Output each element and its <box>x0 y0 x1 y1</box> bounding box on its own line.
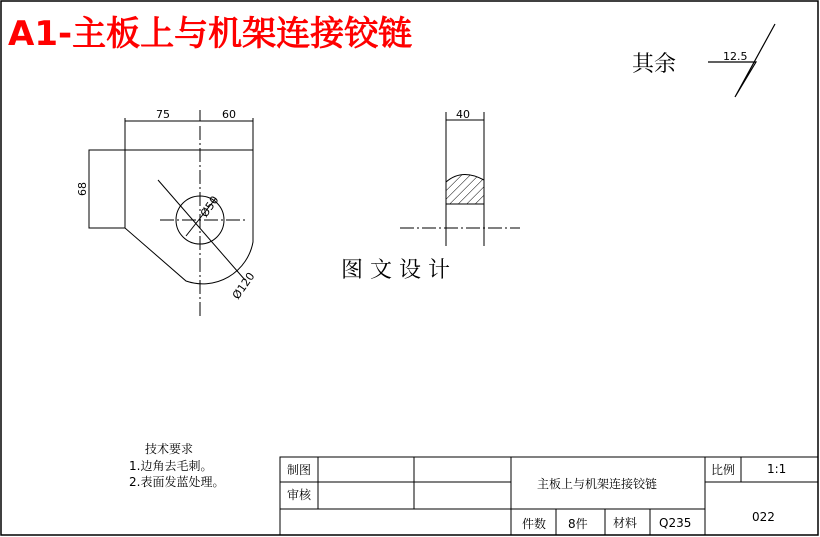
dim-width-left: 75 <box>156 108 170 121</box>
scale-value: 1:1 <box>767 462 787 476</box>
title-block <box>280 457 818 535</box>
dim-arc-diameter: Ø120 <box>229 269 258 302</box>
roughness-label: 其余 <box>632 52 677 77</box>
drawing-number: 022 <box>752 510 775 524</box>
roughness-symbol <box>632 24 775 97</box>
part-name: 主板上与机架连接铰链 <box>537 477 658 491</box>
side-view <box>400 112 520 246</box>
roughness-value: 12.5 <box>723 50 748 63</box>
front-view <box>89 110 253 316</box>
review-label: 审核 <box>287 488 312 502</box>
quantity-label: 件数 <box>522 517 547 531</box>
tech-req-heading: 技术要求 <box>145 442 194 456</box>
scale-label: 比例 <box>711 463 736 477</box>
tech-req-item-2: 2.表面发蓝处理。 <box>129 475 225 489</box>
watermark: 图 文 设 计 <box>341 258 450 283</box>
dim-height: 68 <box>76 182 89 196</box>
drawing-title: A1-主板上与机架连接铰链 <box>8 14 413 54</box>
drawn-label: 制图 <box>287 463 312 477</box>
dim-width-right: 60 <box>222 108 236 121</box>
dim-hole-diameter: Ø50 <box>197 193 222 220</box>
tech-req-item-1: 1.边角去毛刺。 <box>129 459 213 473</box>
material-value: Q235 <box>659 516 692 530</box>
quantity-value: 8件 <box>568 517 588 531</box>
material-label: 材料 <box>613 516 638 530</box>
dim-thickness: 40 <box>456 108 470 121</box>
